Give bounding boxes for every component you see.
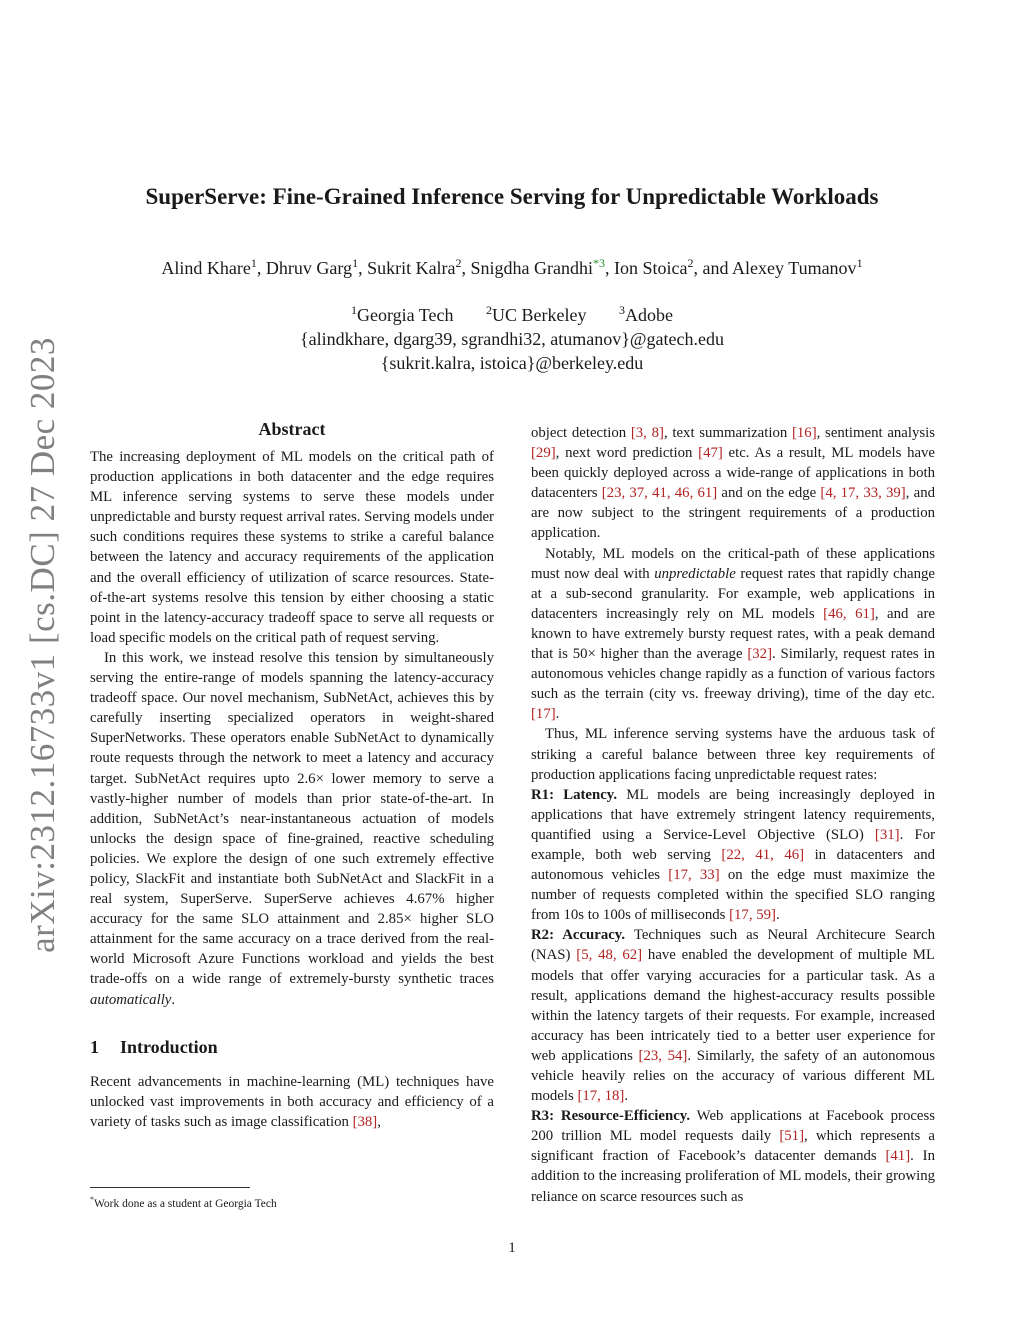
abstract-heading: Abstract [258,419,326,439]
author-name: Alexey Tumanov [732,258,857,278]
author-list: Alind Khare$^1$, Dhruv Garg$^1$, Sukrit Kalra$^2$, Snigdha Grandhi$^{*3}$, Ion Stoica$^2$, and Alexey Tumanov$^1$ [161,256,863,278]
citation-link[interactable]: [47] [698,445,723,462]
citation-link[interactable]: [41] [885,1148,911,1165]
affiliation-mark: 2 [486,303,493,317]
requirement-label: R3: Resource-Efficiency. [531,1108,691,1125]
citation-link[interactable]: [17, 18] [577,1088,625,1105]
email-line: {alindkhare, dgarg39, sgrandhi32, atumanov}@gatech.edu [300,329,724,349]
body-text: , which represents a significant fraction of Facebook’s datacenter demands [531,1128,935,1165]
body-text: , and are now subject to the stringent requirements of a production application. [531,485,936,542]
left-column [90,418,494,1132]
section-title: Introduction [120,1036,218,1057]
affiliation-line [0,298,1024,327]
author-name: Alind Khare [161,258,251,278]
right-column [531,423,935,1207]
body-text: Techniques such as Neural Architecure Search (NAS) [531,927,936,964]
paper-title: SuperServe: Fine-Grained Inference Serving for Unpredictable Workloads [145,184,879,209]
citation-link[interactable]: [29] [531,445,556,462]
body-text: , sentiment analysis [816,425,935,441]
author-name: Ion Stoica [614,258,688,278]
citation-link[interactable]: [17] [531,706,556,723]
body-text: have enabled the development of multiple ML models that offer varying accuracies for a particular task. As a result, applications demand the highest-accuracy results possible within the latency targets of their requests. For example, increased accuracy has been intricately tied to a better user experience for web applications [531,947,936,1064]
requirement-label: R2: Accuracy. [531,927,626,944]
abstract-emphasis: automatically [90,991,172,1008]
requirement-label: R1: Latency. [531,786,618,803]
footnote-text: Work done as a student at Georgia Tech [94,1197,277,1210]
affiliation-mark: 1 [350,303,357,317]
body-text: in datacenters and autonomous vehicles [531,846,936,884]
abstract-text: . [171,991,176,1008]
body-paragraph [531,544,935,725]
page-number: 1 [508,1240,516,1256]
author-name: Dhruv Garg [265,258,353,278]
citation-link[interactable]: [22, 41, 46] [721,846,805,863]
author-affiliation-mark: 1 [352,256,359,270]
requirement-paragraph-resource-efficiency [531,1106,935,1206]
author-affiliation-mark: 1 [250,256,257,270]
author-affiliation-mark[interactable]: *3 [593,256,606,270]
abstract-paragraph: The increasing deployment of ML models on the critical path of production applications in both datacenter and the edge requires ML inference serving systems to serve these models under unpredictable and bursty request arrival rates. Serving models under such conditions requires these systems to strike a careful balance between the latency and accuracy requirements of the application and the overall efficiency of utilization of scarce resources. State-of-the-art systems resolve this tension by either choosing a static point in the latency-accuracy tradeoff space to serve all requests or load specific models on the critical path of request serving. [90,449,494,646]
author-name: Snigdha Grandhi [470,258,594,278]
affiliation [351,305,454,325]
arxiv-identifier-stamp [18,337,68,953]
affiliation-name: Adobe [625,305,674,325]
body-text: . For example, both web serving [531,826,935,863]
body-text: . Similarly, the safety of an autonomous vehicle heavily relies on the accuracy of various different ML models [531,1047,935,1105]
abstract-paragraph [90,648,494,1010]
citation-link[interactable]: [16] [791,425,817,441]
citation-link[interactable]: [17, 33] [668,867,720,884]
body-paragraph [531,423,935,544]
affiliation-name: UC Berkeley [492,305,587,325]
citation-link[interactable]: [38] [352,1113,378,1130]
author-name: Sukrit Kalra [367,258,456,278]
author-conjunction: and [702,258,729,278]
citation-link[interactable]: [17, 59] [729,907,776,924]
body-text: . In addition to the increasing proliferation of ML models, their growing reliance on scarce resources such as [531,1148,935,1205]
body-emphasis: unpredictable [654,565,736,582]
body-text: Notably, ML models on the critical-path of these applications must now deal with [531,545,935,582]
section-number: 1 [90,1036,99,1057]
body-text: . [624,1088,629,1105]
body-text: , and are known to have extremely bursty request rates, with a peak demand that is 50× higher than the average [531,605,935,663]
affiliation [486,305,586,325]
citation-link[interactable]: [5, 48, 62] [576,947,643,964]
footnote-divider [90,1187,250,1188]
body-text: . Similarly, request rates in autonomous vehicles change rapidly as a function of various factors such as the terrain (city vs. freeway driving), time of the day etc. [531,646,935,703]
author-affiliation-mark: 2 [455,256,462,270]
body-text: , [377,1113,381,1130]
section-heading-introduction [90,1036,494,1058]
citation-link[interactable]: [23, 54] [638,1047,688,1064]
footnote-mark: * [90,1195,94,1204]
body-text: , next word prediction [555,445,699,462]
body-text: on the edge must maximize the number of requests completed within the specified SLO ranging from 10s to 100s of milliseconds [531,867,935,924]
author-affiliation-mark: 1 [856,256,863,270]
body-text: Web applications at Facebook process 200 trillion ML model requests daily [531,1108,936,1145]
body-text: ML models are being increasingly deployed in applications that have extremely stringent latency requirements, quantified using a Service-Level Objective (SLO) [531,786,935,843]
body-text: etc. As a result, ML models have been quickly deployed across a wide-range of applications in both datacenters [531,445,935,502]
affiliation-mark: 3 [619,303,626,317]
citation-link[interactable]: [3, 8] [630,425,664,441]
body-paragraph: Thus, ML inference serving systems have the arduous task of striking a careful balance between three key requirements of production applications facing unpredictable request rates: [531,726,935,783]
arxiv-id-text: arXiv:2312.16733v1 [cs.DC] 27 Dec 2023 [23,337,63,953]
footnote [90,1192,277,1212]
email-line: {sukrit.kalra, istoica}@berkeley.edu [380,353,644,373]
requirement-paragraph-accuracy [531,925,935,1106]
abstract-text: In this work, we instead resolve this tension by simultaneously serving the entire-range of models spanning the latency-accuracy tradeoff space. Our novel mechanism, SubNetAct, achieves this by carefully inserting specialized operators in weight-shared SuperNetworks. These operators enable SubNetAct to dynamically route requests through the network to meet a latency and accuracy target. SubNetAct requires upto 2.6× lower memory to serve a vastly-higher number of models than prior state-of-the-art. In addition, SubNetAct’s near-instantaneous actuation of models unlocks the design space of fine-grained, reactive scheduling policies. We explore the design of one such extremely effective policy, SlackFit and instantiate both SubNetAct and SlackFit in a real system, SuperServe. SuperServe achieves 4.67% higher accuracy for the same SLO attainment and 2.85× higher SLO attainment for the same accuracy on a trace derived from the real-world Microsoft Azure Functions workload and yields the best trade-offs on a wide range of extremely-bursty synthetic traces [90,649,494,988]
intro-paragraph [90,1072,494,1132]
body-text: object detection [531,425,631,441]
body-text: and on the edge [717,485,821,502]
citation-link[interactable]: [23, 37, 41, 46, 61] [601,485,718,502]
affiliations-block [0,298,1024,375]
citation-link[interactable]: [32] [747,646,772,663]
author-affiliation-mark: 2 [687,256,694,270]
body-text: request rates that rapidly change at a sub-second granularity. For example, web applications in datacenters increasingly rely on ML models [531,565,935,622]
citation-link[interactable]: [4, 17, 33, 39] [820,485,906,502]
citation-link[interactable]: [46, 61] [823,605,875,622]
requirement-paragraph-latency [531,785,935,926]
body-text: . [555,706,560,723]
body-text: . [775,907,780,924]
affiliation-name: Georgia Tech [356,305,454,325]
affiliation [619,305,673,325]
citation-link[interactable]: [31] [874,826,900,843]
body-text: , text summarization [663,425,792,441]
citation-link[interactable]: [51] [779,1128,804,1145]
body-text: Recent advancements in machine-learning (ML) techniques have unlocked vast improvements in both accuracy and efficiency of a variety of tasks such as image classification [90,1073,494,1130]
